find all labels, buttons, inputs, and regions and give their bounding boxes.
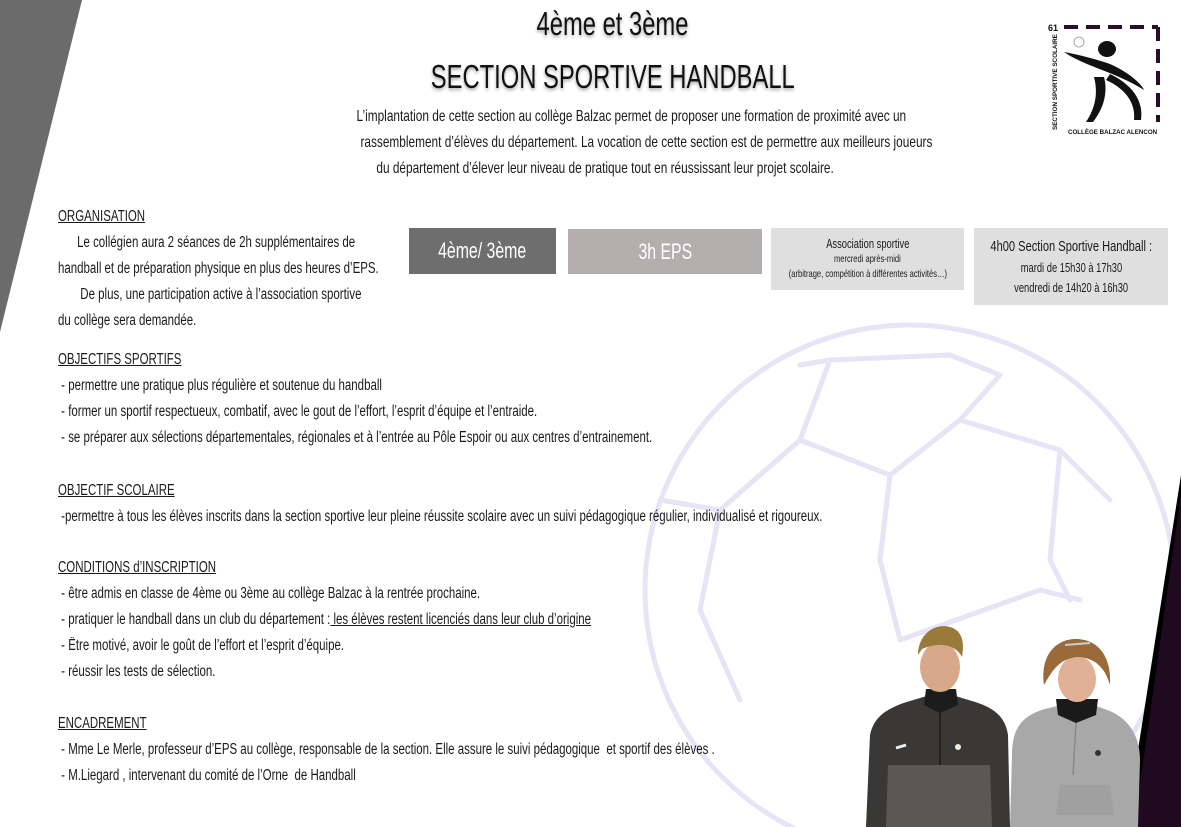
condition-item: - être admis en classe de 4ème ou 3ème au collège Balzac à la rentrée prochaine. — [58, 585, 481, 602]
association-detail: (arbitrage, compétition à différentes activités…) — [788, 268, 947, 280]
organisation-heading: ORGANISATION — [58, 208, 146, 225]
page-title-levels: 4ème et 3ème — [536, 5, 689, 42]
condition-item — [58, 607, 778, 633]
logo-number: 61 — [1048, 23, 1059, 33]
intro-line: L’implantation de cette section au collège Balzac permet de proposer une formation de proximité avec un — [356, 108, 907, 125]
encadrement-item: - M.Liegard , intervenant du comité de l’Orne de Handball — [58, 767, 356, 784]
organisation-line: du collège sera demandée. — [58, 312, 197, 329]
objectif-item: - se préparer aux sélections départementales, régionales et à l’entrée au Pôle Espoir ou aux centres d’entrainement. — [58, 429, 653, 446]
person-teacher — [1010, 639, 1140, 827]
condition-item: - Être motivé, avoir le goût de l’effort et l’esprit d’équipe. — [58, 637, 345, 654]
player-silhouette-icon — [1064, 41, 1144, 122]
conditions-section — [58, 555, 778, 685]
level-box: 4ème/ 3ème — [409, 228, 556, 274]
section-logo — [1046, 22, 1164, 140]
ball-icon — [1074, 37, 1084, 47]
intro-line: rassemblement d’élèves du département. La vocation de cette section est de permettre aux meilleurs joueurs — [360, 134, 933, 151]
organisation-line: Le collégien aura 2 séances de 2h supplémentaires de — [58, 234, 356, 251]
staff-photo — [860, 615, 1150, 827]
objectif-item: - former un sportif respectueux, combatif, avec le gout de l’effort, l’esprit d’équipe et l’entraide. — [58, 403, 538, 420]
objectifs-sportifs-heading: OBJECTIFS SPORTIFS — [58, 351, 182, 368]
section-hours-title: 4h00 Section Sportive Handball : — [990, 237, 1152, 255]
objectifs-sportifs-section — [58, 347, 861, 451]
organisation-line: De plus, une participation active à l’association sportive — [58, 286, 362, 303]
intro-line: du département d’élever leur niveau de pratique tout en réussissant leur projet scolaire. — [376, 160, 834, 177]
encadrement-item: - Mme Le Merle, professeur d’EPS au collège, responsable de la section. Elle assure le suivi pédagogique et sportif des élèves . — [58, 741, 715, 758]
association-when: mercredi après-midi — [834, 253, 901, 265]
person-young-coach — [866, 626, 1010, 827]
eps-hours-box: 3h EPS — [568, 229, 762, 274]
conditions-heading: CONDITIONS d’INSCRIPTION — [58, 559, 217, 576]
association-box — [771, 228, 964, 290]
condition-underlined-text: les élèves restent licenciés dans leur club d’origine — [330, 611, 592, 628]
organisation-line: handball et de préparation physique en plus des heures d’EPS. — [58, 260, 379, 277]
association-title: Association sportive — [825, 236, 910, 251]
section-hours-box — [974, 228, 1168, 305]
logo-bottom-text: COLLÈGE BALZAC ALENCON — [1068, 129, 1158, 136]
objectif-scolaire-section — [58, 478, 1091, 530]
logo-side-text: SECTION SPORTIVE SCOLAIRE — [1052, 34, 1059, 130]
intro-paragraph — [260, 104, 950, 182]
objectif-scolaire-heading: OBJECTIF SCOLAIRE — [58, 482, 175, 499]
condition-item: - réussir les tests de sélection. — [58, 663, 216, 680]
objectif-item: - permettre une pratique plus régulière et soutenue du handball — [58, 377, 382, 394]
section-slot: mardi de 15h30 à 17h30 — [1020, 259, 1122, 275]
condition-text: - pratiquer le handball dans un club du département : — [58, 611, 331, 628]
section-slot: vendredi de 14h20 à 16h30 — [1014, 279, 1128, 295]
encadrement-section — [58, 711, 945, 789]
encadrement-heading: ENCADREMENT — [58, 715, 147, 732]
objectif-scolaire-item: -permettre à tous les élèves inscrits dans la section sportive leur pleine réussite scolaire avec un suivi pédagogique régulier, individualisé et rigoureux. — [58, 508, 823, 525]
page-title: SECTION SPORTIVE HANDBALL — [430, 58, 795, 95]
